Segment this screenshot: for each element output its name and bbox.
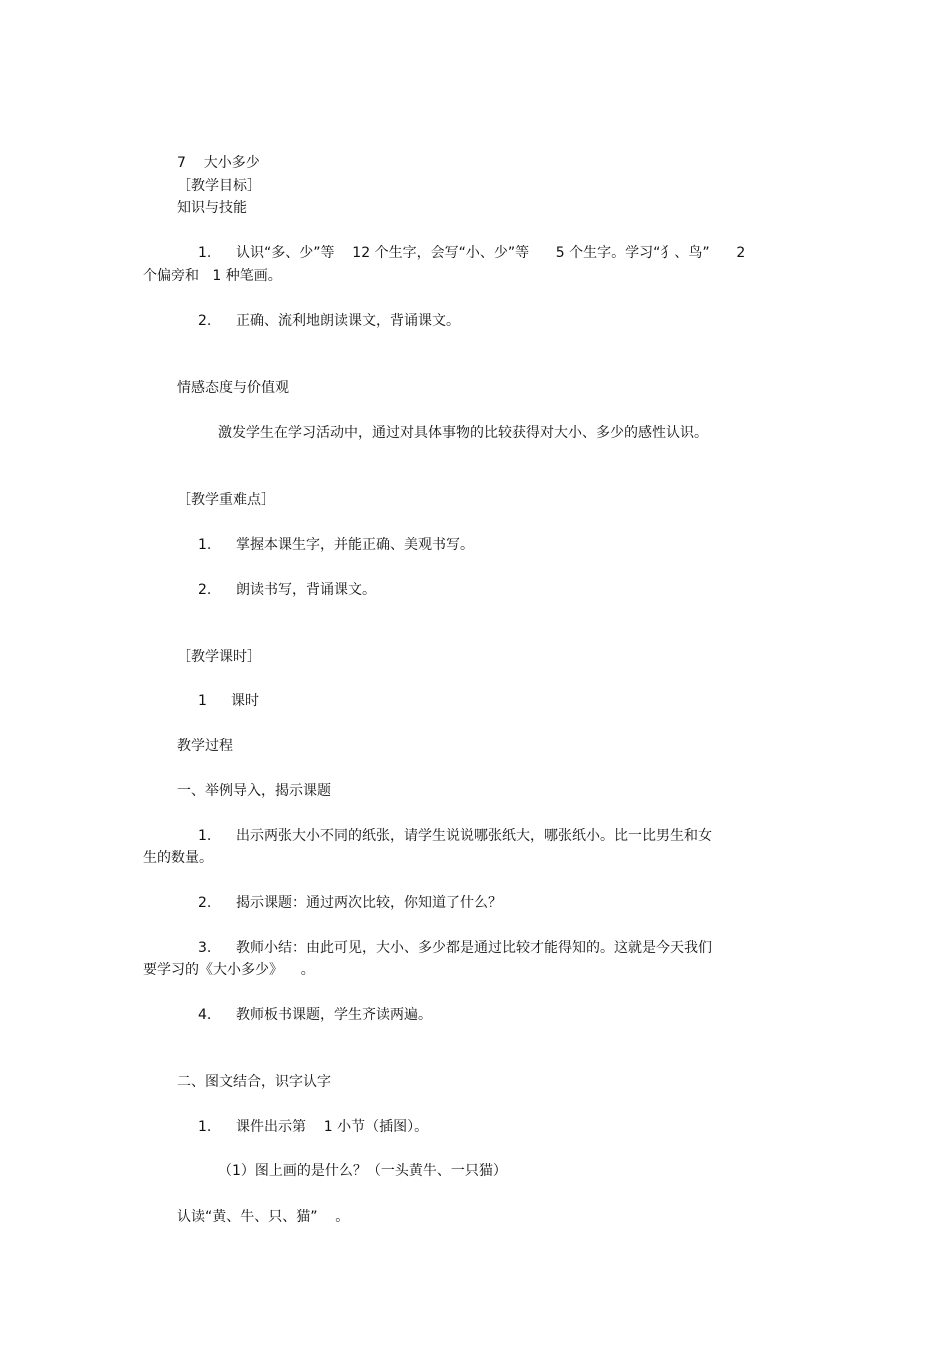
step-1-1-number: 1.	[198, 828, 212, 844]
step-1-4-text: 教师板书课题，学生齐读两遍。	[236, 1007, 432, 1023]
key-point-2-text: 朗读书写，背诵课文。	[236, 582, 376, 598]
skill-1-number: 1.	[198, 245, 212, 261]
step-1-3-number: 3.	[198, 940, 212, 956]
lesson-title: 7 大小多少	[177, 155, 260, 171]
step-2-1-read: 认读“黄、牛、只、猫” 。	[177, 1209, 350, 1225]
key-points-heading: ［教学重难点］	[177, 492, 275, 508]
step-1-1-text-cont: 生的数量。	[143, 850, 213, 866]
step-1-4-number: 4.	[198, 1007, 212, 1023]
skill-2-text: 正确、流利地朗读课文，背诵课文。	[236, 313, 460, 329]
key-point-2-number: 2.	[198, 582, 212, 598]
step-1-3-text-cont: 要学习的《大小多少》 。	[143, 962, 315, 978]
skills-heading: 知识与技能	[177, 200, 247, 216]
key-point-1-number: 1.	[198, 537, 212, 553]
section-2-heading: 二、图文结合，识字认字	[177, 1074, 331, 1090]
skill-1-text: 认识“多、少”等 12 个生字，会写“小、少”等 5 个生字。学习“犭、鸟” 2	[236, 245, 746, 261]
key-point-1-text: 掌握本课生字，并能正确、美观书写。	[236, 537, 474, 553]
skill-2-number: 2.	[198, 313, 212, 329]
process-heading: 教学过程	[177, 738, 233, 754]
hours-number: 1	[198, 693, 207, 709]
attitude-heading: 情感态度与价值观	[177, 380, 289, 396]
step-1-2-text: 揭示课题：通过两次比较，你知道了什么？	[236, 895, 502, 911]
goals-heading: ［教学目标］	[177, 178, 261, 194]
step-1-2-number: 2.	[198, 895, 212, 911]
section-1-heading: 一、举例导入，揭示课题	[177, 783, 331, 799]
attitude-text: 激发学生在学习活动中，通过对具体事物的比较获得对大小、多少的感性认识。	[218, 425, 708, 441]
step-2-1-number: 1.	[198, 1119, 212, 1135]
step-1-1-text: 出示两张大小不同的纸张，请学生说说哪张纸大，哪张纸小。比一比男生和女	[236, 828, 712, 844]
step-2-1-text: 课件出示第 1 小节（插图）。	[236, 1119, 429, 1135]
step-1-3-text: 教师小结：由此可见，大小、多少都是通过比较才能得知的。这就是今天我们	[236, 940, 712, 956]
hours-text: 课时	[231, 693, 259, 709]
hours-heading: ［教学课时］	[177, 649, 261, 665]
step-2-1-question: （1）图上画的是什么？（一头黄牛、一只猫）	[218, 1163, 507, 1179]
skill-1-text-cont: 个偏旁和 1 种笔画。	[143, 268, 282, 284]
